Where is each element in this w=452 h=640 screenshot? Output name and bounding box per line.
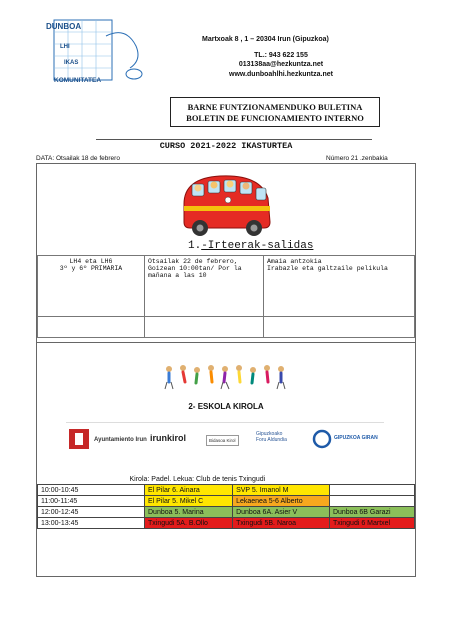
table-cell xyxy=(264,317,415,338)
email: 013138aa@hezkuntza.net xyxy=(238,61,324,68)
table-header-row xyxy=(38,474,415,485)
gipuzkoa-giran-icon xyxy=(312,429,332,449)
divider xyxy=(96,139,372,140)
section1-number: 1. xyxy=(188,240,202,252)
schedule-cell: SVP 5. Imanol M xyxy=(233,485,330,496)
time-slot: 13:00-13:45 xyxy=(38,518,145,529)
sponsor-gipuzkoa: Gipuzkoako Foru Aldundia xyxy=(256,431,287,443)
outing-activity: Irabazle eta galtzaile pelikula xyxy=(267,265,388,272)
table-row xyxy=(38,256,415,317)
school-bus-illustration xyxy=(178,170,276,240)
sponsor-logos xyxy=(66,422,384,457)
irun-crest-icon xyxy=(66,427,92,453)
section1-title: -Irteerak-salidas xyxy=(201,240,314,252)
bulletin-title-es: BOLETIN DE FUNCIONAMIENTO INTERNO xyxy=(186,113,364,123)
schedule-cell: Txingudi 6 Martxel xyxy=(329,518,414,529)
schedule-cell: Txingudi 5A. B.Ollo xyxy=(145,518,233,529)
school-logo xyxy=(46,16,156,92)
schedule-body xyxy=(38,485,415,529)
outing-date: Otsailak 22 de febrero, xyxy=(148,258,238,265)
logo-line3: IKAS xyxy=(64,60,79,66)
website: www.dunboahlhi.hezkuntza.net xyxy=(229,70,333,78)
schedule-cell: Lekaenea 5-6 Alberto xyxy=(233,496,330,507)
schedule-cell: Dunboa 5. Marina xyxy=(145,507,233,518)
outing-time: Goizean 10:00tan/ Por la mañana a las 10 xyxy=(148,265,242,279)
table-row xyxy=(38,317,415,338)
sponsor-bidasoa: Bidasoa Kirol xyxy=(206,435,239,446)
table-row xyxy=(38,507,415,518)
bulletin-title-box xyxy=(170,97,380,127)
schedule-cell xyxy=(329,496,414,507)
table-cell xyxy=(38,256,145,317)
logo-line4: KOMUNITATEA xyxy=(54,77,102,84)
logo-line1: DUNBOA xyxy=(46,22,82,31)
logo-line2: LHI xyxy=(60,44,70,50)
schedule-cell: El Pilar 6. Ainara xyxy=(145,485,233,496)
schedule-cell: Dunboa 6B Garazi xyxy=(329,507,414,518)
padel-header: Kirola: Padel. Lekua: Club de tenis Txingudi xyxy=(38,474,415,485)
schedule-cell: Txingudi 5B. Naroa xyxy=(233,518,330,529)
table-row xyxy=(38,518,415,529)
sponsor-gipuzkoa-giran: GIPUZKOA GIRAN xyxy=(334,435,378,441)
table-cell xyxy=(145,317,264,338)
contact-block xyxy=(202,35,356,79)
schedule-cell: Dunboa 6A. Asier V xyxy=(233,507,330,518)
sponsor-irun: Ayuntamiento Irun xyxy=(94,437,147,443)
table-row xyxy=(38,496,415,507)
time-slot: 11:00-11:45 xyxy=(38,496,145,507)
table-row xyxy=(38,485,415,496)
outing-place: Amaia antzokia xyxy=(267,258,322,265)
section2-title: 2- ESKOLA KIROLA xyxy=(188,402,264,411)
issue-date: DATA: Otsailak 18 de febrero xyxy=(36,155,120,162)
table-cell xyxy=(38,317,145,338)
phone: TL.: 943 622 155 xyxy=(254,51,308,59)
outing-group: LH4 eta LH6 xyxy=(69,258,113,265)
table-cell xyxy=(145,256,264,317)
section1-heading xyxy=(188,240,313,252)
sponsor-irunkirol: irunkirol xyxy=(150,433,187,443)
schedule-cell xyxy=(329,485,414,496)
time-slot: 12:00-12:45 xyxy=(38,507,145,518)
outings-table xyxy=(37,255,415,338)
section-divider xyxy=(36,342,416,343)
padel-schedule-table xyxy=(37,474,415,529)
schedule-cell: El Pilar 5. Mikel C xyxy=(145,496,233,507)
address: Martxoak 8 , 1 – 20304 Irun (Gipuzkoa) xyxy=(202,36,329,43)
time-slot: 10:00-10:45 xyxy=(38,485,145,496)
issue-number: Número 21 .zenbakia xyxy=(326,155,388,162)
outing-level: 3º y 6º PRIMARIA xyxy=(59,265,123,272)
table-cell xyxy=(264,256,415,317)
bulletin-title-eu: BARNE FUNTZIONAMENDUKO BULETINA xyxy=(187,102,363,112)
course-year: CURSO 2021-2022 IKASTURTEA xyxy=(159,141,293,151)
children-sports-illustration xyxy=(163,364,291,390)
